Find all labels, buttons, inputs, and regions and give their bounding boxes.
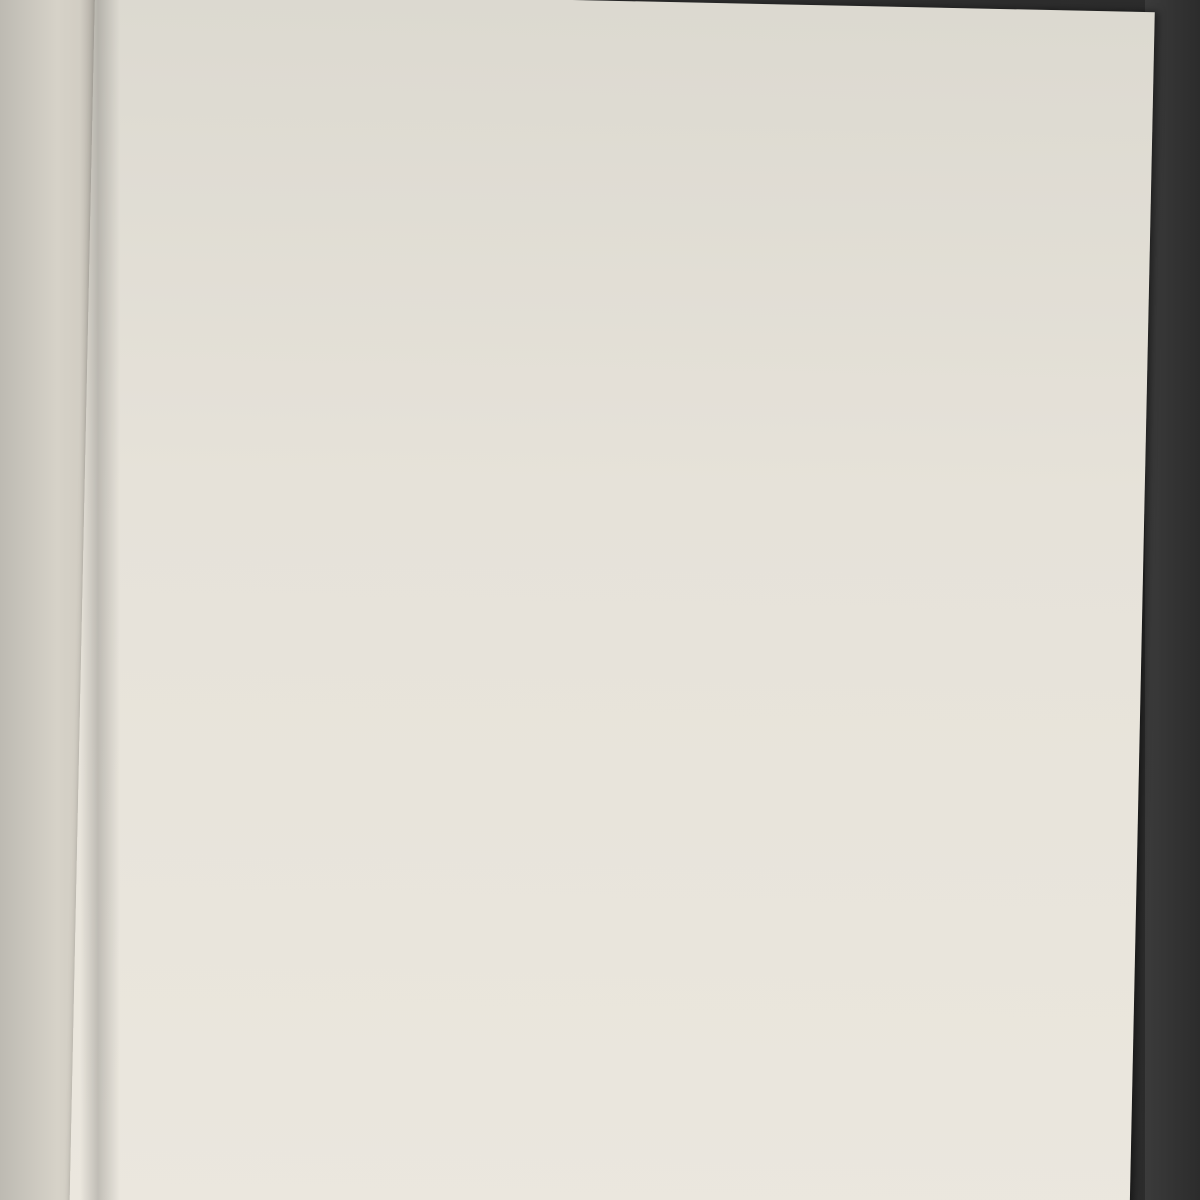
right-page <box>69 0 1155 1200</box>
book-gutter <box>80 0 120 1200</box>
page-text <box>175 0 1055 10</box>
background-fabric <box>1145 0 1200 1200</box>
